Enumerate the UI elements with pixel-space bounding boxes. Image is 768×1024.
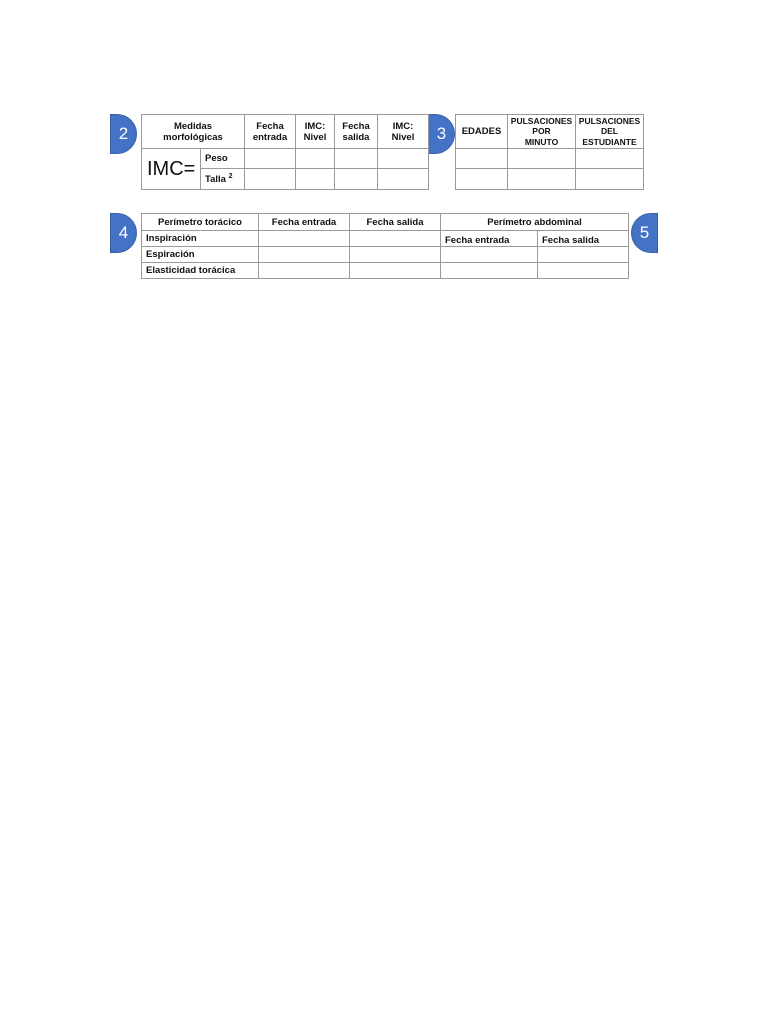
inspiracion-fecha-entrada-cell[interactable]	[259, 231, 350, 247]
inspiracion-fecha-salida-cell[interactable]	[350, 231, 441, 247]
edades-cell-1[interactable]	[456, 149, 508, 169]
section-3-badge: 3	[428, 114, 455, 154]
talla-label: Talla $^2$	[201, 169, 245, 190]
abdominal-fecha-salida-cell-1[interactable]	[538, 247, 629, 263]
espiracion-fecha-entrada-cell[interactable]	[259, 247, 350, 263]
peso-imc-nivel-entrada-cell[interactable]	[296, 149, 335, 169]
abdominal-fecha-entrada-cell-2[interactable]	[441, 263, 538, 279]
peso-label: Peso	[201, 149, 245, 169]
abdominal-fecha-entrada-cell-1[interactable]	[441, 247, 538, 263]
talla-fecha-entrada-cell[interactable]	[245, 169, 296, 190]
talla-fecha-salida-cell[interactable]	[335, 169, 378, 190]
header-perimetro-toracico: Perímetro torácico	[142, 214, 259, 231]
perimeter-table	[141, 213, 629, 279]
talla-imc-nivel-entrada-cell[interactable]	[296, 169, 335, 190]
header-toracico-fecha-salida: Fecha salida	[350, 214, 441, 231]
pulsaciones-minuto-cell-2[interactable]	[508, 169, 576, 190]
abdominal-fecha-salida-label: Fecha salida	[538, 231, 629, 247]
peso-imc-nivel-salida-cell[interactable]	[378, 149, 429, 169]
talla-imc-nivel-salida-cell[interactable]	[378, 169, 429, 190]
pulsaciones-minuto-cell-1[interactable]	[508, 149, 576, 169]
pulsaciones-estudiante-cell-1[interactable]	[576, 149, 644, 169]
section-4-badge: 4	[110, 213, 137, 253]
header-pulsaciones-por-minuto: PULSACIONES POR MINUTO	[508, 115, 576, 149]
header-perimetro-abdominal: Perímetro abdominal	[441, 214, 629, 231]
header-imc-nivel-salida: IMC: Nivel	[378, 115, 429, 149]
pulsaciones-estudiante-cell-2[interactable]	[576, 169, 644, 190]
espiracion-fecha-salida-cell[interactable]	[350, 247, 441, 263]
elasticidad-fecha-entrada-cell[interactable]	[259, 263, 350, 279]
peso-fecha-salida-cell[interactable]	[335, 149, 378, 169]
header-imc-nivel-entrada: IMC: Nivel	[296, 115, 335, 149]
morphological-measures-table	[141, 114, 429, 190]
row-label-espiracion: Espiración	[142, 247, 259, 263]
header-toracico-fecha-entrada: Fecha entrada	[259, 214, 350, 231]
elasticidad-fecha-salida-cell[interactable]	[350, 263, 441, 279]
peso-fecha-entrada-cell[interactable]	[245, 149, 296, 169]
header-fecha-salida: Fecha salida	[335, 115, 378, 149]
header-medidas-morfologicas: Medidas morfológicas	[142, 115, 245, 149]
header-pulsaciones-del-estudiante: PULSACIONES DEL ESTUDIANTE	[576, 115, 644, 149]
abdominal-fecha-entrada-label: Fecha entrada	[441, 231, 538, 247]
row-label-inspiracion: Inspiración	[142, 231, 259, 247]
header-fecha-entrada: Fecha entrada	[245, 115, 296, 149]
section-2-badge: 2	[110, 114, 137, 154]
imc-formula-label: IMC=	[142, 149, 201, 190]
row-label-elasticidad-toracica: Elasticidad torácica	[142, 263, 259, 279]
edades-cell-2[interactable]	[456, 169, 508, 190]
pulse-table	[455, 114, 644, 190]
abdominal-fecha-salida-cell-2[interactable]	[538, 263, 629, 279]
header-edades: EDADES	[456, 115, 508, 149]
section-5-badge: 5	[631, 213, 658, 253]
